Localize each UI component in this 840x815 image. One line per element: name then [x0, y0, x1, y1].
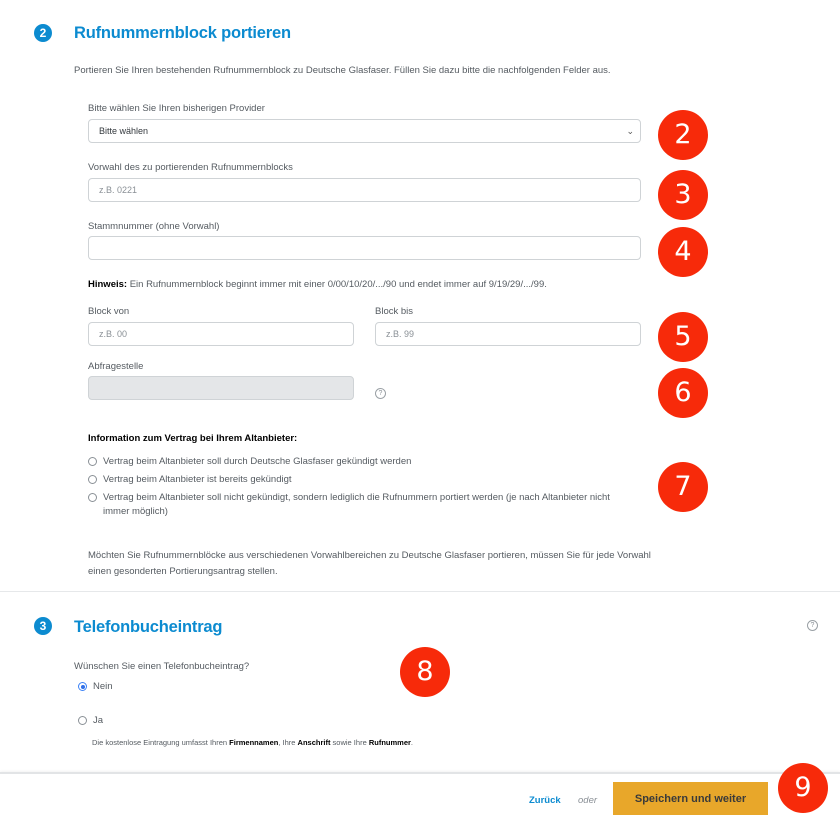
radio-button[interactable]	[88, 475, 97, 484]
note-bold-company-name: Firmennamen	[229, 738, 279, 747]
radio-label: Vertrag beim Altanbieter ist bereits gekündigt	[103, 474, 292, 485]
block-hint	[88, 279, 547, 290]
annotation-marker-2: 2	[658, 110, 708, 160]
query-point-input	[88, 376, 354, 400]
block-to-input[interactable]: z.B. 99	[375, 322, 641, 346]
block-from-input[interactable]: z.B. 00	[88, 322, 354, 346]
area-code-input[interactable]: z.B. 0221	[88, 178, 641, 202]
provider-selected-value: Bitte wählen	[99, 126, 149, 136]
section-title-port: Rufnummernblock portieren	[74, 24, 291, 42]
provider-select[interactable]	[88, 119, 641, 143]
radio-button[interactable]	[78, 716, 87, 725]
annotation-marker-7: 7	[658, 462, 708, 512]
block-from-label: Block von	[88, 306, 130, 317]
step-badge-2: 2	[34, 24, 52, 42]
radio-label: Vertrag beim Altanbieter soll durch Deutsche Glasfaser gekündigt werden	[103, 456, 412, 467]
phonebook-note	[92, 738, 413, 747]
provider-label: Bitte wählen Sie Ihren bisherigen Provider	[88, 103, 265, 114]
section-title-phonebook: Telefonbucheintrag	[74, 618, 223, 636]
phonebook-question: Wünschen Sie einen Telefonbucheintrag?	[74, 661, 250, 672]
note-bold-phone-number: Rufnummer	[368, 738, 411, 747]
port-intro-text: Portieren Sie Ihren bestehenden Rufnummernblock zu Deutsche Glasfaser. Füllen Sie dazu bitte die nachfolgenden Felder aus.	[74, 65, 611, 76]
or-text: oder	[578, 795, 598, 806]
radio-button-checked[interactable]	[78, 682, 87, 691]
base-number-input[interactable]	[88, 236, 641, 260]
annotation-marker-8: 8	[400, 647, 450, 697]
chevron-down-icon: ⌄	[626, 126, 634, 136]
radio-label: Ja	[93, 715, 104, 726]
multi-area-note: Möchten Sie Rufnummernblöcke aus verschiedenen Vorwahlbereichen zu Deutsche Glasfaser portieren, müssen Sie für jede Vorwahl einen gesonderten Portierungsantrag stellen.	[88, 550, 651, 577]
contract-option-port-only[interactable]	[88, 491, 628, 519]
annotation-marker-5: 5	[658, 312, 708, 362]
help-icon[interactable]: ?	[375, 388, 386, 399]
contract-option-terminate-by-dg[interactable]	[88, 455, 411, 469]
area-code-label: Vorwahl des zu portierenden Rufnummernblocks	[88, 162, 293, 173]
help-icon[interactable]: ?	[807, 620, 818, 631]
note-text: Die kostenlose Eintragung umfasst Ihren	[92, 738, 230, 747]
radio-button[interactable]	[88, 457, 97, 466]
phonebook-option-yes[interactable]	[78, 714, 103, 728]
note-bold-address: Anschrift	[297, 738, 331, 747]
section-divider	[0, 591, 840, 592]
radio-button[interactable]	[88, 493, 97, 502]
hint-text: Ein Rufnummernblock beginnt immer mit einer 0/00/10/20/.../90 und endet immer auf 9/19/29/.../99.	[127, 279, 547, 290]
block-to-label: Block bis	[375, 306, 414, 317]
annotation-marker-4: 4	[658, 227, 708, 277]
note-text: , Ihre	[278, 738, 298, 747]
contract-option-already-terminated[interactable]	[88, 473, 292, 487]
note-text: sowie Ihre	[330, 738, 369, 747]
annotation-marker-9: 9	[778, 763, 828, 813]
hint-prefix: Hinweis:	[88, 279, 128, 290]
annotation-marker-6: 6	[658, 368, 708, 418]
step-badge-3: 3	[34, 617, 52, 635]
back-link[interactable]: Zurück	[529, 795, 561, 806]
save-and-continue-button[interactable]: Speichern und weiter	[613, 782, 768, 815]
base-number-label: Stammnummer (ohne Vorwahl)	[88, 221, 220, 232]
query-point-label: Abfragestelle	[88, 361, 144, 372]
annotation-marker-3: 3	[658, 170, 708, 220]
note-text: .	[410, 738, 414, 747]
contract-info-heading: Information zum Vertrag bei Ihrem Altanbieter:	[88, 433, 298, 444]
radio-label: Vertrag beim Altanbieter soll nicht gekündigt, sondern lediglich die Rufnummern portiert werden (je nach Altanbieter nicht immer möglich)	[103, 492, 610, 517]
phonebook-option-no[interactable]	[78, 680, 113, 694]
radio-label: Nein	[93, 681, 113, 692]
